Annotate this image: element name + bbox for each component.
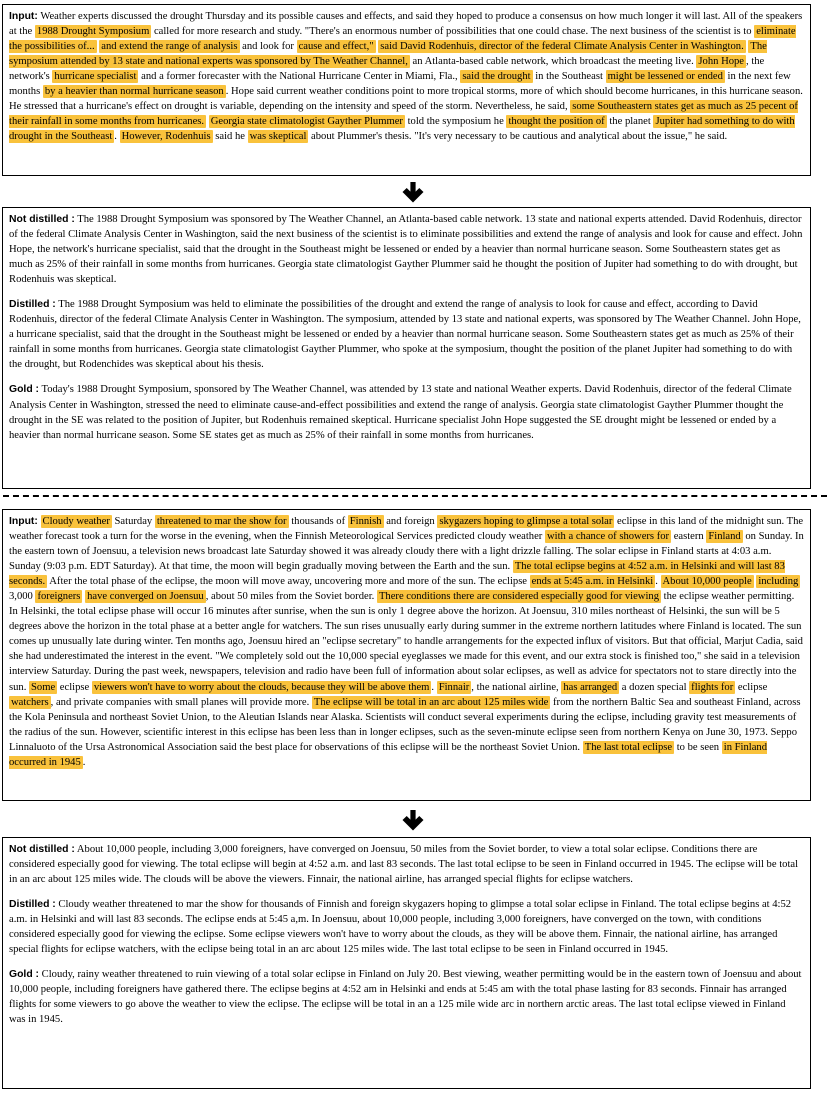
not-distilled-label: Not distilled : bbox=[9, 844, 75, 855]
highlighted-phrase: with a chance of showers for bbox=[546, 531, 670, 543]
highlighted-phrase: might be lessened or ended bbox=[607, 71, 723, 83]
plain-text: thousands of bbox=[288, 516, 348, 527]
plain-text: . Hope said current weather conditions point to more tropical storms, more of which should become hurricanes, in this hurricane season. He stressed that a hurricane's effect on drought is variable, depending on the intensity and speed of the storm. Nevertheless, he said, bbox=[9, 86, 803, 113]
plain-text: and look for bbox=[239, 41, 297, 53]
highlighted-phrase: hurricane specialist bbox=[54, 71, 137, 83]
plain-text: eclipse bbox=[735, 681, 768, 693]
highlighted-phrase: was skeptical bbox=[249, 131, 307, 143]
input-box-2 bbox=[2, 509, 811, 801]
plain-text: and foreign bbox=[383, 516, 438, 527]
plain-text: the eclipse weather permitting. In Helsinki, the total eclipse phase will occur 16 minutes after sunrise, when the sun is only 1 degree above the horizon. At Joensuu, 310 miles northeast of Helsinki, the sun will be 5 degrees above the horizon in the total phase at a better angle for watchers. The sun rises unusually early during summer in the extreme northern latitudes where Finland is located. The sun comes up unusually late during winter. Ten months ago, Joensuu hired an "eclipse secretary" to handle arrangements for the expected influx of visitors. But that official, Marjut Cadia, said she had underestimated the interest in the event. "We completely sold out the 10,000 special eyeglasses we made for this event, and our extra stock is finished too," she said in a television interview Saturday. During the past week, newspapers, television and radio have been full of information about solar eclipses, as well as advice for spectators not to stare directly into the sun. bbox=[9, 591, 803, 693]
plain-text: Weather experts discussed the drought Thursday and its possible causes and effects, and said they hoped to produce a consensus on how much longer it will last. All of the speakers at the bbox=[9, 11, 803, 38]
highlighted-phrase: eliminate the possibilities of... bbox=[9, 26, 796, 53]
highlighted-phrase: Georgia state climatologist Gayther Plummer bbox=[210, 116, 403, 128]
input-box-1 bbox=[2, 4, 811, 176]
distilled-summary-2 bbox=[9, 897, 804, 957]
highlighted-phrase: The total eclipse begins at 4:52 a.m. in Helsinki and will last 83 seconds. bbox=[9, 561, 785, 588]
plain-text: said he bbox=[212, 131, 248, 143]
input-label: Input: bbox=[9, 11, 38, 22]
section-divider bbox=[3, 495, 827, 497]
gold-text-2: Cloudy, rainy weather threatened to ruin viewing of a total solar eclipse in Finland on July 20. Best viewing, weather permitting would be in the eastern town of Joensuu and about 10,000 people, including foreigners have gathered there. The eclipse begins at 4:52 am in Helsinki and ends at 5:45 am with the total phase lasting for 83 seconds. Finnair has arranged flights for some viewers to go above the weather to view the eclipse. The eclipse will be total in an a 125 mile wide arc in northern arctic areas. The last total eclipse viewed in Finland was in 1945. bbox=[9, 969, 802, 1026]
highlighted-phrase: thought the position of bbox=[508, 116, 605, 128]
distilled-text-1: The 1988 Drought Symposium was held to eliminate the possibilities of the drought and extend the range of analysis to look for cause and effect, according to David Rodenhuis, director of the federal Climate Analysis Center in Washington. The symposium, attended by 13 state and national experts, was sponsored by The Weather Channel. John Hope, a hurricane specialist, said that the drought in the Southeast might be lessened or ended by a heavier than normal hurricane season. Some Southeastern states get as much as 25% of their rainfall in some months from hurricanes. Georgia state climatologist Gayther Plummer, who spoke at the symposium, thought the position of the planet Jupiter had something to do with the drought, but Rodenchides was skeptical about his thesis. bbox=[9, 299, 801, 371]
highlighted-phrase: cause and effect," bbox=[298, 41, 374, 53]
highlighted-phrase: Finland bbox=[708, 531, 741, 543]
not-distilled-text-2: About 10,000 people, including 3,000 foreigners, have converged on Joensuu, 50 miles from the Soviet border, to view a total solar eclipse. Conditions there are considered especially good for viewing. The total eclipse will begin at 4:52 a.m. and last 83 seconds. The last total eclipse to be seen in Finland occurred in 1945. The eclipse will be total in an arc about 125 miles wide. The clouds will be above the viewers. Finnair, the national airline, has arranged special flights for eclipse watchers. bbox=[9, 844, 799, 886]
not-distilled-text-1: The 1988 Drought Symposium was sponsored by The Weather Channel, an Atlanta-based cable network. 13 state and national experts attended. David Rodenhuis, director of the federal Climate Analysis Center in Washington, said the next business of the scientist is to eliminate possibilities and extend the range of analysis and look for cause and effect. John Hope, the network's hurricane specialist, said that the drought in the Southeast might be lessened or ended by a heavier than normal hurricane season. Some Southeastern states get as much as 25% of their rainfall in some months from hurricanes. Georgia state climatologist Gayther Plummer said he thought the position of Jupiter had something to do with drought, but Rodenhuis was skeptical. bbox=[9, 214, 803, 286]
plain-text: and a former forecaster with the National Hurricane Center in Miami, Fla., bbox=[138, 71, 461, 83]
distilled-label: Distilled : bbox=[9, 299, 56, 311]
highlighted-phrase: Some bbox=[31, 681, 56, 693]
highlighted-phrase: The eclipse will be total in an arc about 125 miles wide bbox=[313, 696, 549, 708]
plain-text: about Plummer's thesis. "It's very necessary to be cautious and analytical about the issue," he said. bbox=[308, 131, 728, 143]
input-paragraph-1 bbox=[9, 9, 804, 144]
plain-text: told the symposium he bbox=[404, 116, 507, 128]
plain-text: . bbox=[114, 131, 120, 143]
highlighted-phrase: Jupiter had something to do with drought in the Southeast bbox=[9, 116, 795, 143]
not-distilled-label: Not distilled : bbox=[9, 214, 75, 225]
distilled-label: Distilled : bbox=[9, 899, 56, 911]
highlighted-phrase: including bbox=[758, 576, 799, 588]
gold-text-1: Today's 1988 Drought Symposium, sponsored by The Weather Channel, was attended by 13 state and national Weather experts. David Rodenhuis, director of the federal Climate Analysis Center in Washington, stressed the need to eliminate cause-and-effect possibilities and extend the range of analysis. Georgia state climatologist Gayther Plummer thought the drought in the SE was related to the position of Jupiter, but Rodenhuis remained skeptical. Hurricane specialist John Hope suggested the SE drought might be lessened or ended by a heavier than normal hurricane season. Some SE states get as much as 25% of their rainfall in some months from hurricanes. bbox=[9, 384, 792, 441]
plain-text: . bbox=[82, 756, 86, 768]
highlighted-phrase: However, Rodenhuis bbox=[121, 131, 211, 143]
input-text-2 bbox=[9, 515, 804, 769]
plain-text: Saturday bbox=[111, 516, 155, 527]
highlighted-phrase: 1988 Drought Symposium bbox=[36, 26, 150, 38]
plain-text: , the national airline, bbox=[471, 681, 562, 693]
plain-text: an Atlanta-based cable network, which broadcast the meeting live. bbox=[409, 56, 697, 68]
highlighted-phrase: foreigners bbox=[37, 591, 81, 603]
plain-text: , and private companies with small planes will provide more. bbox=[50, 696, 312, 708]
highlighted-phrase: watchers bbox=[11, 696, 49, 708]
highlighted-phrase: some Southeastern states get as much as 25 pecent of their rainfall in some months from hurricanes. bbox=[9, 101, 798, 128]
highlighted-phrase: Finnair bbox=[438, 681, 470, 693]
highlighted-phrase: flights for bbox=[691, 681, 734, 693]
plain-text: . bbox=[431, 681, 437, 693]
highlighted-phrase: The symposium attended by 13 state and national experts was sponsored by The Weather Channel, bbox=[9, 41, 767, 68]
highlighted-phrase: by a heavier than normal hurricane season bbox=[44, 86, 224, 98]
highlighted-phrase: Cloudy weather bbox=[42, 516, 110, 527]
highlighted-phrase: ends at 5:45 a.m. in Helsinki bbox=[531, 576, 654, 588]
not-distilled-summary-2 bbox=[9, 842, 804, 887]
input-label: Input: bbox=[9, 516, 38, 527]
highlighted-phrase: in Finland occurred in 1945 bbox=[9, 741, 768, 768]
plain-text: , the network's bbox=[9, 56, 765, 83]
highlighted-phrase: Finnish bbox=[349, 516, 382, 527]
input-paragraph-2 bbox=[9, 514, 804, 770]
plain-text: 3,000 bbox=[9, 591, 36, 603]
plain-text: from the northern Baltic Sea and southeast Finland, across the Kola Peninsula and northeast Soviet Union, to the Aleutian Islands near Alaska. Scientists will conduct several experiments during the eclipse, including gravity test measurements of the radius of the sun. However, scientific interest in this eclipse has been less than in longer eclipses, such as the seven-minute eclipse seen from northern Kenya on June 30, 1973. Seppo Linnaluoto of the Ursa Astronomical Association said the best place for observations of this eclipse will be the northeast Soviet Union. bbox=[9, 696, 801, 753]
highlighted-phrase: viewers won't have to worry about the clouds, because they will be above them bbox=[93, 681, 430, 693]
plain-text: eastern bbox=[671, 531, 707, 543]
highlighted-phrase: There conditions there are considered especially good for viewing bbox=[378, 591, 659, 603]
plain-text: in the Southeast bbox=[532, 71, 606, 83]
plain-text: in the next few months bbox=[9, 71, 791, 98]
gold-label: Gold : bbox=[9, 969, 40, 981]
distilled-summary-1 bbox=[9, 297, 804, 372]
gold-summary-2 bbox=[9, 967, 804, 1027]
plain-text: on Sunday. In the eastern town of Joensuu, a television news broadcast late Saturday showed it was already cloudy there with a light drizzle falling. The solar eclipse in Finland starts at 4:03 a.m. Sunday (9:03 p.m. EDT Saturday). At that time, the moon will begin gradually moving between the Earth and the sun. bbox=[9, 531, 804, 573]
plain-text: called for more research and study. "There's an enormous number of possibilities that one could chase. The next business of the scientist is to bbox=[151, 26, 755, 38]
distilled-text-2: Cloudy weather threatened to mar the show for thousands of Finnish and foreign skygazers hoping to glimpse a total solar eclipse in Finland. The total eclipse begins at 4:52 a.m. in Helsinki and will last 83 seconds. The eclipse ends at 5:45 a,m. In Joensuu, about 10,000 people, including 3,000 foreigners, have converged on the town, with conditions considered especially good for viewing the eclipse. Some eclipse viewers won't have to worry about the clouds, as they will be above them. Finnair, the national airline, has arranged special flights for eclipse watchers, with the eclipse being total in an arc about 125 miles wide. The last total eclipse to be seen in Finland occurred in 1945. bbox=[9, 899, 792, 956]
highlighted-phrase: John Hope bbox=[698, 56, 745, 68]
input-text-1 bbox=[9, 11, 803, 143]
highlighted-phrase: The last total eclipse bbox=[584, 741, 673, 753]
plain-text: After the total phase of the eclipse, the moon will move away, uncovering more and more of the sun. The eclipse bbox=[47, 576, 530, 588]
down-arrow-icon bbox=[398, 180, 428, 206]
gold-label: Gold : bbox=[9, 384, 40, 396]
down-arrow-icon bbox=[398, 808, 428, 834]
plain-text: , about 50 miles from the Soviet border. bbox=[205, 591, 377, 603]
highlighted-phrase: said David Rodenhuis, director of the federal Climate Analysis Center in Washington. bbox=[380, 41, 744, 53]
highlighted-phrase: have converged on Joensuu bbox=[87, 591, 204, 603]
plain-text: to be seen bbox=[674, 741, 722, 753]
plain-text: eclipse bbox=[57, 681, 92, 693]
highlighted-phrase: threatened to mar the show for bbox=[156, 516, 287, 527]
highlighted-phrase: About 10,000 people bbox=[662, 576, 752, 588]
plain-text: the planet bbox=[606, 116, 654, 128]
gold-summary-1 bbox=[9, 382, 804, 442]
not-distilled-summary-1 bbox=[9, 212, 804, 287]
summaries-box-2 bbox=[2, 837, 811, 1089]
highlighted-phrase: skygazers hoping to glimpse a total solar bbox=[439, 516, 613, 527]
highlighted-phrase: and extend the range of analysis bbox=[101, 41, 238, 53]
plain-text: a dozen special bbox=[619, 681, 690, 693]
highlighted-phrase: said the drought bbox=[462, 71, 531, 83]
summaries-box-1 bbox=[2, 207, 811, 489]
plain-text: . bbox=[655, 576, 661, 588]
highlighted-phrase: has arranged bbox=[563, 681, 618, 693]
plain-text: eclipse in this land of the midnight sun. The weather forecast took a turn for the worse in the evening, when the Finnish Meteorological Services predicted cloudy weather bbox=[9, 516, 804, 543]
